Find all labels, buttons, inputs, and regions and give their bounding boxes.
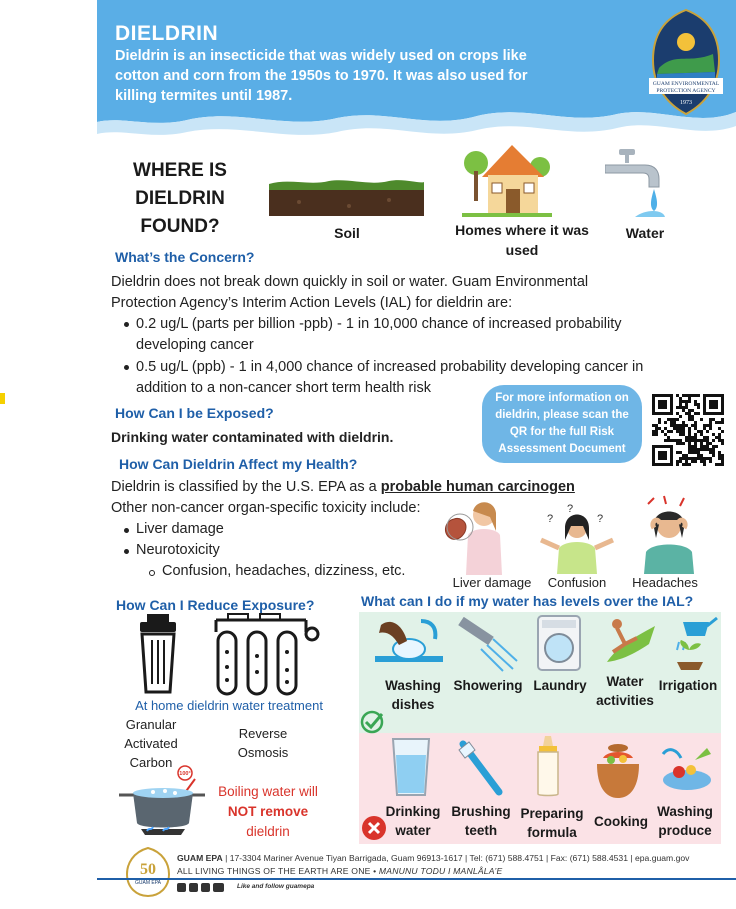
svg-text:?: ? (597, 513, 604, 525)
liver-damage-caption: Liver damage (452, 575, 532, 590)
health-bullet-neuro: Neurotoxicity (136, 542, 220, 558)
concern-bullet-1a: 0.2 ug/L (parts per billion -ppb) - 1 in 10,000 chance of increased probability (136, 316, 622, 332)
bullet-dot (124, 528, 129, 533)
house-icon (462, 137, 552, 219)
health-sub-bullet: Confusion, headaches, dizziness, etc. (162, 563, 406, 579)
social-icons[interactable] (177, 883, 231, 893)
water-activities-icon (599, 614, 657, 672)
concern-heading: What’s the Concern? (115, 249, 255, 265)
page-title: DIELDRIN (115, 22, 219, 45)
svg-text:?: ? (547, 513, 554, 525)
soil-label: Soil (334, 225, 360, 241)
carcinogen-emphasis: probable human carcinogen (380, 479, 575, 495)
reverse-osmosis-icon (214, 612, 320, 696)
qr-info-bubble: For more information on dieldrin, please scan the QR for the full Risk Assessment Document (482, 385, 642, 463)
safe-showering: Showering (453, 678, 523, 693)
safe-washing-dishes: Washing dishes (385, 678, 441, 712)
svg-text:?: ? (567, 503, 574, 515)
homes-label: Homes where it was used (455, 222, 589, 258)
drinking-water-icon (391, 737, 431, 797)
unsafe-drinking-water: Drinking water (385, 804, 441, 838)
logo-year: 1973 (680, 100, 692, 106)
cooking-pot-icon (593, 740, 643, 802)
safe-laundry: Laundry (533, 678, 587, 693)
concern-bullet-1b: developing cancer (136, 337, 254, 353)
headaches-illustration (634, 494, 704, 574)
health-line-2: Other non-cancer organ-specific toxicity include: (111, 500, 421, 516)
guam-epa-logo (645, 8, 727, 116)
qr-code-icon[interactable] (651, 394, 725, 466)
fact-sheet-page (97, 0, 736, 909)
logo-text-line1: GUAM ENVIRONMENTAL (652, 81, 720, 87)
unsafe-preparing-formula: Preparing formula (520, 806, 584, 840)
washing-dishes-icon (369, 615, 447, 671)
concern-line-1: Dieldrin does not break down quickly in soil or water. Guam Environmental (111, 274, 589, 290)
instagram-icon[interactable] (177, 883, 186, 892)
concern-line-2: Protection Agency’s Interim Action Levels (IAL) for dieldrin are: (111, 295, 513, 311)
boiling-pot-icon (117, 765, 209, 837)
logo-text-line2: PROTECTION AGENCY (656, 88, 716, 94)
health-heading: How Can Dieldrin Affect my Health? (119, 456, 358, 472)
x-twitter-icon[interactable] (201, 883, 210, 892)
water-label: Water (625, 225, 665, 241)
washing-produce-icon (659, 740, 715, 798)
footer-contact: GUAM EPA | 17-3304 Mariner Avenue Tiyan Barrigada, Guam 96913-1617 | Tel: (671) 588.4751 | Fax: (671) 588.4531 | epa.guam.gov (177, 853, 690, 863)
unsafe-washing-produce: Washing produce (657, 804, 713, 838)
safe-irrigation: Irrigation (658, 678, 718, 693)
reduce-heading: How Can I Reduce Exposure? (116, 597, 315, 613)
confusion-illustration (537, 500, 617, 574)
confusion-caption: Confusion (547, 575, 607, 590)
treatment-caption: At home dieldrin water treatment (135, 698, 323, 713)
social-follow-text: Like and follow guamepa (237, 883, 315, 890)
footer-motto: ALL LIVING THINGS OF THE EARTH ARE ONE • MANUNU TODU I MANLÅLA’E (177, 866, 503, 876)
guam-epa-50-badge (125, 846, 171, 898)
footer-divider (97, 878, 736, 880)
concern-bullet-2b: addition to a non-cancer short term health risk (136, 380, 431, 396)
bullet-dot (124, 549, 129, 554)
intro-text: Dieldrin is an insecticide that was widely used on crops like cotton and corn from the 1950s to 1970. It was also used for killing termites until 1987. (115, 48, 528, 104)
health-bullet-liver: Liver damage (136, 521, 224, 537)
unsafe-cooking: Cooking (594, 814, 648, 829)
sub-bullet-circle (149, 570, 155, 576)
bullet-dot (124, 365, 129, 370)
unsafe-brushing-teeth: Brushing teeth (451, 804, 511, 838)
badge-number: 50 (140, 861, 156, 878)
ial-heading: What can I do if my water has levels over the IAL? (361, 593, 694, 609)
baby-bottle-icon (533, 736, 563, 798)
water-filter-icon (137, 614, 179, 696)
exposed-text: Drinking water contaminated with dieldrin. (111, 429, 394, 445)
bullet-dot (124, 322, 129, 327)
safe-water-activities: Water activities (596, 674, 654, 708)
boiling-warning: Boiling water will NOT remove dieldrin (218, 784, 318, 839)
health-line-1: Dieldrin is classified by the U.S. EPA as a probable human carcinogen (111, 479, 575, 495)
laundry-icon (536, 614, 582, 672)
liver-damage-illustration (440, 497, 518, 575)
ro-label: Reverse Osmosis (237, 726, 289, 760)
soil-icon (269, 178, 424, 218)
youtube-icon[interactable] (213, 883, 224, 892)
showering-icon (457, 617, 519, 673)
faucet-icon (605, 147, 665, 222)
where-found-heading: WHERE IS DIELDRIN FOUND? (133, 160, 227, 237)
exposed-heading: How Can I be Exposed? (115, 405, 274, 421)
irrigation-icon (667, 612, 719, 670)
headaches-caption: Headaches (632, 575, 698, 590)
gac-label: Granular Activated Carbon (124, 717, 178, 770)
toothbrush-icon (455, 740, 503, 796)
svg-text:100°: 100° (179, 771, 191, 777)
badge-text: GUAM EPA (134, 880, 162, 886)
highlight-mark (0, 393, 5, 404)
concern-bullet-2a: 0.5 ug/L (ppb) - 1 in 4,000 chance of increased probability developing cancer in (136, 359, 644, 375)
facebook-icon[interactable] (189, 883, 198, 892)
